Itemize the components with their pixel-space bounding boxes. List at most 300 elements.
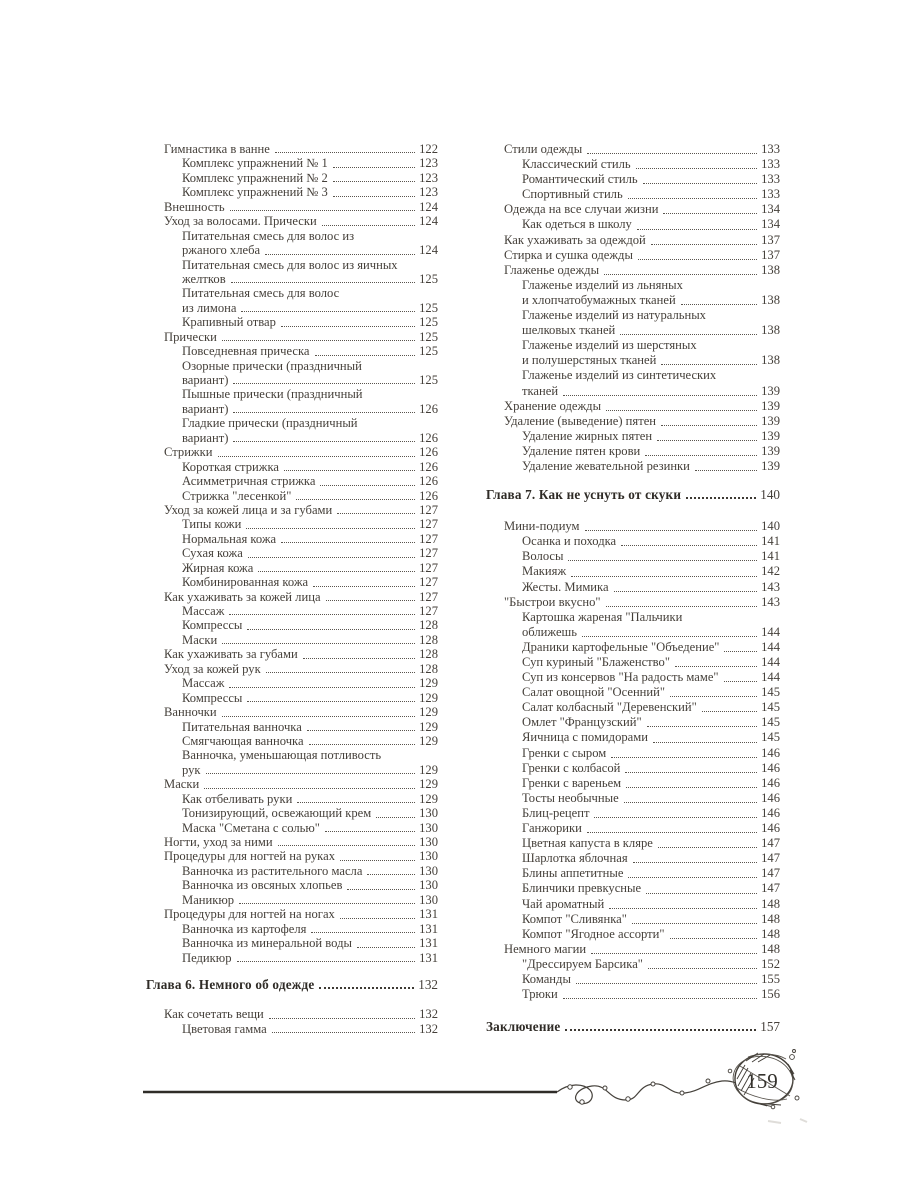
toc-line (146, 777, 438, 791)
toc-line (486, 580, 780, 595)
toc-line (146, 907, 438, 921)
toc-line (146, 633, 438, 647)
toc-line (146, 864, 438, 878)
dot-leader (675, 666, 757, 667)
toc-page-ref: 145 (761, 685, 780, 700)
toc-right-column (486, 142, 780, 1036)
toc-entry-title: Жесты. Мимика (522, 579, 609, 594)
toc-page-ref: 139 (761, 413, 780, 428)
toc-entry-title: Крапивный отвар (182, 315, 276, 330)
toc-line (486, 866, 780, 881)
dot-leader (325, 831, 415, 832)
toc-entry-title: Ногти, уход за ними (164, 835, 273, 849)
toc-entry-title: Как отбеливать руки (182, 791, 293, 806)
toc-line (146, 705, 438, 719)
toc-entry-title: Макияж (522, 564, 567, 579)
toc-page-ref: 146 (761, 821, 780, 836)
toc-line (486, 912, 780, 927)
toc-page-ref: 123 (419, 170, 438, 185)
toc-page-ref: 124 (419, 199, 438, 214)
toc-entry-title: желтков (182, 271, 226, 286)
dot-leader (311, 932, 415, 933)
toc-line (146, 359, 438, 373)
toc-page-ref: 122 (419, 142, 438, 156)
toc-line (146, 590, 438, 604)
toc-line (486, 670, 780, 685)
toc-page-ref: 146 (761, 805, 780, 820)
dot-leader (568, 560, 757, 561)
dot-leader (604, 274, 757, 275)
toc-entry-title: Стрижка "лесенкой" (182, 488, 292, 503)
dot-leader (320, 485, 415, 486)
dot-leader (661, 364, 757, 365)
toc-entry-title: Гренки с сыром (522, 745, 607, 760)
toc-entry-title: тканей (522, 383, 559, 398)
toc-entry-title: Уход за кожей лица и за губами (164, 502, 333, 517)
toc-entry-title: Команды (522, 971, 571, 986)
toc-page-ref: 124 (419, 243, 438, 258)
toc-page-ref: 132 (419, 1021, 438, 1036)
toc-page-ref: 126 (419, 488, 438, 503)
toc-page-ref: 148 (761, 896, 780, 911)
dot-leader (231, 282, 415, 283)
toc-line (146, 647, 438, 661)
dot-leader (645, 455, 757, 456)
dot-leader (230, 210, 415, 211)
toc-page-ref: 134 (761, 202, 780, 217)
toc-page-ref: 141 (761, 534, 780, 549)
dot-leader (587, 832, 757, 833)
toc-line (486, 519, 780, 534)
toc-page-ref: 139 (761, 383, 780, 398)
toc-page-ref: 137 (761, 247, 780, 262)
toc-line (486, 625, 780, 640)
toc-entry-title: Комплекс упражнений № 1 (182, 156, 328, 171)
dot-leader (297, 802, 415, 803)
toc-line (486, 444, 780, 459)
dot-leader (643, 183, 757, 184)
toc-page-ref: 137 (761, 232, 780, 247)
toc-entry-title: Питательная смесь для волос из яичных (182, 257, 398, 272)
toc-page-ref: 144 (761, 670, 780, 685)
print-smudge (768, 1119, 807, 1123)
toc-line (486, 806, 780, 821)
toc-gap (486, 474, 780, 487)
dot-leader (614, 591, 758, 592)
toc-entry-title: Педикюр (182, 950, 232, 965)
toc-line (146, 214, 438, 228)
dot-leader (337, 513, 415, 514)
toc-entry-title: Компрессы (182, 690, 243, 705)
toc-entry-title: Жирная кожа (182, 560, 254, 575)
toc-line (486, 700, 780, 715)
toc-entry-title: Немного магии (504, 941, 587, 956)
toc-page-ref: 123 (419, 185, 438, 200)
toc-page-ref: 148 (761, 941, 780, 956)
toc-page-ref: 143 (761, 579, 780, 594)
dot-leader (347, 889, 415, 890)
toc-page-ref: 126 (419, 474, 438, 489)
toc-entry-title: Компот "Сливянка" (522, 911, 627, 926)
dot-leader (606, 606, 758, 607)
dot-leader (582, 636, 757, 637)
toc-entry-title: Романтический стиль (522, 172, 638, 187)
toc-entry-title: Уход за кожей рук (164, 661, 261, 676)
toc-entry-title: "Быстрои вкусно" (504, 594, 601, 609)
toc-page-ref: 125 (419, 271, 438, 286)
toc-entry-title: Мини-подиум (504, 519, 580, 534)
dot-leader (233, 412, 415, 413)
toc-line (486, 791, 780, 806)
dot-leader (724, 651, 757, 652)
toc-entry-title: ржаного хлеба (182, 243, 261, 258)
toc-page-ref: 128 (419, 647, 438, 662)
toc-line (146, 734, 438, 748)
toc-entry-title: Маникюр (182, 892, 235, 907)
dot-leader (646, 893, 757, 894)
dot-leader (222, 340, 415, 341)
dot-leader (638, 259, 757, 260)
toc-line (146, 402, 438, 416)
toc-line (486, 142, 780, 157)
dot-leader (340, 918, 415, 919)
dot-leader (303, 658, 415, 659)
toc-gap (486, 1002, 780, 1019)
toc-page-ref: 139 (761, 398, 780, 413)
toc-line (146, 618, 438, 632)
dot-leader (636, 168, 757, 169)
toc-chapter-line (146, 978, 438, 992)
toc-gap (146, 992, 438, 1007)
toc-entry-title: Салат овощной "Осенний" (522, 685, 666, 700)
toc-page-ref: 145 (761, 700, 780, 715)
toc-page-ref: 127 (419, 502, 438, 517)
toc-line (146, 662, 438, 676)
toc-page-ref: 144 (761, 655, 780, 669)
dot-leader (658, 847, 757, 848)
toc-entry-title: Тонизирующий, освежающий крем (182, 806, 372, 821)
dot-leader (625, 772, 757, 773)
toc-entry-title: Осанка и походка (522, 534, 617, 549)
toc-line (486, 384, 780, 399)
toc-line (146, 720, 438, 734)
dot-leader (621, 545, 757, 546)
toc-page-ref: 126 (419, 445, 438, 460)
dot-leader (637, 229, 757, 230)
dot-leader (333, 196, 415, 197)
toc-entry-title: Цветовая гамма (182, 1021, 267, 1036)
toc-line (146, 806, 438, 820)
toc-line (146, 575, 438, 589)
dot-leader (611, 757, 757, 758)
toc-entry-title: Удаление пятен крови (522, 443, 641, 458)
toc-entry-title: Ванночка из минеральной воды (182, 936, 352, 951)
toc-entry-title: Волосы (522, 549, 564, 564)
toc-entry-title: Салат колбасный "Деревенский" (522, 700, 697, 715)
dot-leader (269, 1018, 415, 1019)
toc-line (486, 564, 780, 579)
toc-page-ref: 133 (761, 142, 780, 156)
toc-line (146, 344, 438, 358)
toc-entry-title: "Дрессируем Барсика" (522, 956, 643, 971)
toc-entry-title: Ганжорики (522, 821, 582, 836)
toc-line (146, 748, 438, 762)
toc-entry-title: Суп из консервов "На радость маме" (522, 670, 719, 685)
toc-line (486, 881, 780, 896)
toc-entry-title: Глаженье изделий из льняных (522, 277, 683, 292)
dot-leader (651, 244, 757, 245)
toc-line (486, 338, 780, 353)
toc-line (486, 534, 780, 549)
toc-entry-title: Как ухаживать за кожей лица (164, 589, 321, 604)
toc-line (486, 233, 780, 248)
toc-entry-title: Глаженье одежды (504, 262, 600, 277)
toc-line (146, 936, 438, 950)
page-number: 159 (746, 1069, 778, 1093)
dot-leader (315, 355, 416, 356)
toc-line (486, 217, 780, 232)
toc-entry-title: Смягчающая ванночка (182, 733, 304, 748)
toc-entry-title: Питательная смесь для волос из (182, 228, 355, 243)
toc-page-ref: 157 (760, 1019, 780, 1035)
toc-page-ref: 128 (419, 632, 438, 647)
toc-page-ref: 130 (419, 863, 438, 878)
dot-leader (258, 571, 415, 572)
toc-page-ref: 130 (419, 878, 438, 893)
dot-leader (246, 528, 415, 529)
toc-page-ref: 145 (761, 715, 780, 730)
toc-left-column (146, 142, 438, 1036)
dot-leader (661, 425, 757, 426)
toc-entry-title: Маски (182, 632, 218, 647)
dot-leader (628, 877, 757, 878)
toc-page-ref: 156 (761, 987, 780, 1002)
dot-leader (233, 441, 415, 442)
toc-entry-title: Процедуры для ногтей на руках (164, 849, 335, 864)
dot-leader (206, 773, 416, 774)
toc-line (486, 293, 780, 308)
dot-leader (319, 987, 414, 989)
toc-page-ref: 139 (761, 458, 780, 473)
dot-leader (626, 787, 757, 788)
toc-line (486, 776, 780, 791)
dot-leader (585, 530, 758, 531)
toc-entry-title: Суп куриный "Блаженство" (522, 655, 670, 669)
toc-entry-title: оближешь (522, 624, 577, 639)
toc-page-ref: 125 (419, 344, 438, 359)
dot-leader (266, 672, 415, 673)
dot-leader (333, 167, 415, 168)
toc-page-ref: 125 (419, 373, 438, 387)
toc-entry-title: Гренки с вареньем (522, 775, 622, 790)
toc-line (146, 416, 438, 430)
toc-line (146, 763, 438, 777)
toc-line (146, 229, 438, 243)
toc-line (486, 308, 780, 323)
toc-line (486, 414, 780, 429)
dot-leader (681, 304, 757, 305)
toc-entry-title: Компот "Ягодное ассорти" (522, 926, 665, 941)
toc-page-ref: 132 (418, 976, 438, 992)
toc-page-ref: 129 (419, 690, 438, 705)
toc-line (486, 821, 780, 836)
toc-line (486, 278, 780, 293)
toc-page-ref: 127 (419, 560, 438, 575)
toc-page-ref: 138 (761, 323, 780, 338)
toc-line (146, 445, 438, 459)
toc-page-ref: 139 (761, 443, 780, 458)
toc-line (146, 835, 438, 849)
toc-entry-title: Стили одежды (504, 142, 583, 156)
dot-leader (594, 817, 757, 818)
toc-line (146, 142, 438, 156)
toc-line (146, 821, 438, 835)
toc-page-ref: 146 (761, 760, 780, 775)
toc-page-ref: 134 (761, 217, 780, 232)
dot-leader (695, 470, 757, 471)
toc-page-ref: 140 (760, 487, 780, 503)
toc-line (486, 549, 780, 564)
toc-entry-title: Гладкие прически (праздничный (182, 416, 358, 431)
toc-entry-title: Яичница с помидорами (522, 730, 648, 745)
dot-leader (686, 497, 756, 499)
toc-entry-title: Ванночка из картофеля (182, 921, 307, 936)
dot-leader (278, 845, 416, 846)
toc-line (146, 286, 438, 300)
toc-page-ref: 131 (419, 950, 438, 965)
toc-page-ref: 147 (761, 881, 780, 896)
toc-entry-title: Типы кожи (182, 517, 242, 532)
toc-line (486, 610, 780, 625)
dot-leader (265, 254, 415, 255)
toc-entry-title: Удаление жевательной резинки (522, 458, 690, 473)
dot-leader (247, 701, 415, 702)
dot-leader (241, 311, 415, 312)
toc-entry-title: Хранение одежды (504, 398, 602, 413)
dot-leader (272, 1032, 415, 1033)
toc-line (146, 330, 438, 344)
toc-page-ref: 127 (419, 575, 438, 590)
toc-entry-title: Стирка и сушка одежды (504, 247, 633, 262)
dot-leader (322, 225, 415, 226)
toc-line (146, 258, 438, 272)
toc-line (146, 460, 438, 474)
toc-line (146, 315, 438, 329)
toc-line (486, 715, 780, 730)
dot-leader (367, 874, 415, 875)
toc-entry-title: Уход за волосами. Прически (164, 214, 317, 229)
toc-line (146, 474, 438, 488)
toc-line (146, 604, 438, 618)
toc-line (486, 263, 780, 278)
dot-leader (620, 334, 757, 335)
toc-gap (486, 502, 780, 519)
dot-leader (702, 711, 757, 712)
toc-entry-title: Одежда на все случаи жизни (504, 202, 659, 217)
toc-entry-title: вариант) (182, 373, 229, 387)
dot-leader (307, 730, 415, 731)
dot-leader (275, 152, 415, 153)
toc-page-ref: 124 (419, 214, 438, 229)
toc-page-ref: 155 (761, 971, 780, 986)
toc-page-ref: 147 (761, 836, 780, 851)
toc-line (146, 171, 438, 185)
toc-line (486, 202, 780, 217)
dot-leader (376, 817, 415, 818)
toc-line (146, 532, 438, 546)
toc-page-ref: 133 (761, 157, 780, 172)
dot-leader (326, 600, 416, 601)
toc-page-ref: 130 (419, 835, 438, 849)
toc-line (486, 746, 780, 761)
toc-line (486, 429, 780, 444)
toc-entry-title: и полушерстяных тканей (522, 353, 657, 368)
toc-entry-title: Шарлотка яблочная (522, 851, 628, 866)
toc-page-ref: 145 (761, 730, 780, 745)
toc-entry-title: из лимона (182, 300, 237, 315)
toc-line (486, 761, 780, 776)
toc-page-ref: 125 (419, 300, 438, 315)
toc-line (146, 200, 438, 214)
toc-entry-title: Короткая стрижка (182, 459, 279, 474)
toc-page-ref: 129 (419, 762, 438, 777)
dot-leader (296, 499, 415, 500)
toc-page-ref: 126 (419, 430, 438, 445)
toc-entry-title: Маска "Сметана с солью" (182, 820, 320, 835)
dot-leader (222, 716, 415, 717)
dot-leader (609, 908, 757, 909)
dot-leader (284, 470, 415, 471)
toc-entry-title: Глаженье изделий из шерстяных (522, 338, 697, 353)
toc-line (146, 792, 438, 806)
toc-line (146, 243, 438, 257)
toc-page-ref: 129 (419, 676, 438, 691)
toc-line (146, 431, 438, 445)
toc-entry-title: Ванночки (164, 705, 217, 720)
toc-entry-title: Асимметричная стрижка (182, 474, 316, 489)
toc-line (146, 301, 438, 315)
toc-page-ref: 127 (419, 517, 438, 532)
toc-page-ref: 142 (761, 564, 780, 579)
toc-entry-title: Повседневная прическа (182, 344, 310, 359)
toc-page-ref: 127 (419, 589, 438, 604)
toc-entry-title: Трюки (522, 987, 558, 1002)
toc-page-ref: 132 (419, 1007, 438, 1022)
toc-line (486, 187, 780, 202)
toc-line (146, 1007, 438, 1021)
toc-entry-title: Питательная ванночка (182, 719, 302, 734)
toc-line (486, 972, 780, 987)
toc-page-ref: 138 (761, 262, 780, 277)
toc-entry-title: Массаж (182, 676, 225, 691)
toc-page-ref: 147 (761, 851, 780, 866)
toc-line (146, 373, 438, 387)
toc-line (146, 185, 438, 199)
toc-entry-title: Картошка жареная "Пальчики (522, 609, 683, 624)
dot-leader (565, 1029, 756, 1031)
toc-entry-title: Гренки с колбасой (522, 760, 621, 775)
toc-line (146, 546, 438, 560)
toc-line (486, 685, 780, 700)
toc-line (486, 957, 780, 972)
toc-line (146, 517, 438, 531)
toc-entry-title: Классический стиль (522, 157, 631, 172)
toc-page-ref: 129 (419, 719, 438, 734)
dot-leader (340, 860, 415, 861)
toc-line (486, 836, 780, 851)
toc-line (146, 676, 438, 690)
dot-leader (237, 961, 416, 962)
